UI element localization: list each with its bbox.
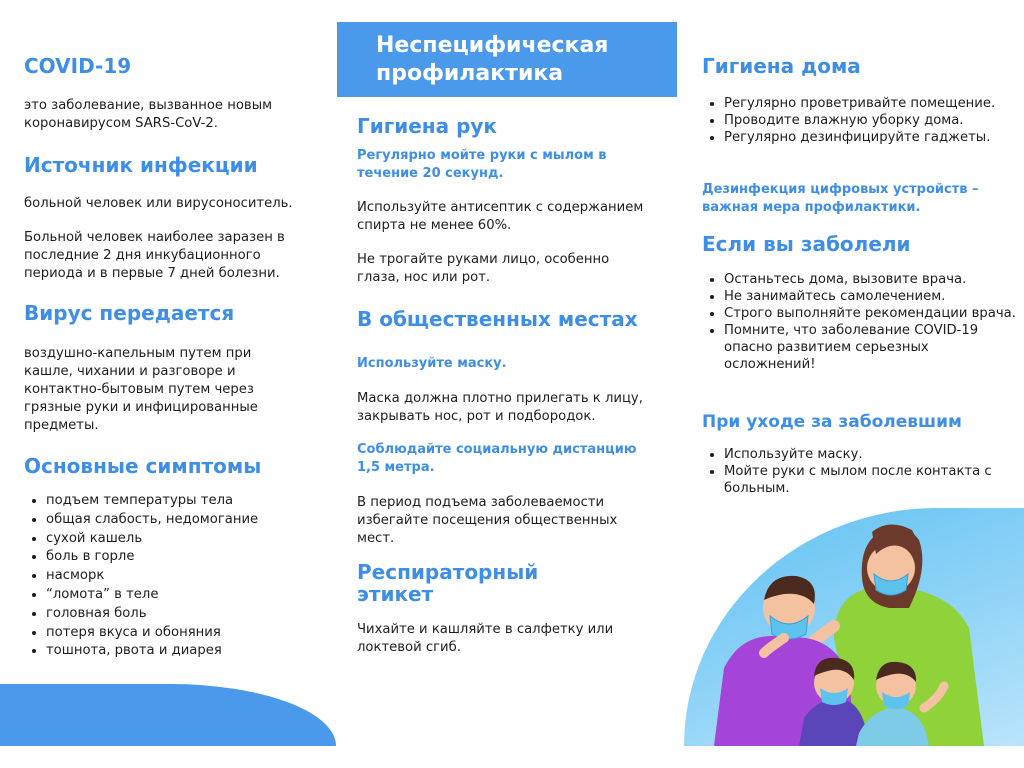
covid-text: это заболевание, вызванное новым коронавирусом SARS-CoV-2. <box>24 98 273 131</box>
list-item: • тошнота, рвота и диарея <box>46 642 346 661</box>
list-item: • Не занимайтесь самолечением. <box>724 288 1024 305</box>
hands-text-1: Используйте антисептик с содержанием спирта не менее 60%. <box>357 200 644 233</box>
hands-title: Гигиена рук <box>357 114 497 138</box>
public-title: В общественных местах <box>357 307 638 331</box>
ill-title: Если вы заболели <box>702 232 911 256</box>
list-item: • Регулярно дезинфицируйте гаджеты. <box>724 129 1024 146</box>
home-lead: Дезинфекция цифровых устройств – важная мера профилактики. <box>702 182 979 215</box>
list-item: • Помните, что заболевание COVID-19 опасно развитием серьезных осложнений! <box>724 322 1024 373</box>
banner-title: Неспецифическая профилактика <box>376 33 609 86</box>
right-column <box>684 0 1024 768</box>
home-list <box>702 95 1024 146</box>
symptoms-title: Основные симптомы <box>24 454 262 478</box>
spread-text: воздушно-капельным путем при кашле, чихании и разговоре и контактно-бытовым путем через грязные руки и инфицированные предметы. <box>24 346 258 433</box>
symptoms-list <box>24 492 346 661</box>
list-item: • головная боль <box>46 605 346 624</box>
list-item: • Регулярно проветривайте помещение. <box>724 95 1024 112</box>
care-title: При уходе за заболевшим <box>702 412 962 432</box>
list-item: • боль в горле <box>46 548 346 567</box>
list-item: • сухой кашель <box>46 530 346 549</box>
left-column <box>0 0 336 768</box>
list-item: • подъем температуры тела <box>46 492 346 511</box>
source-text-1: больной человек или вирусоноситель. <box>24 196 293 211</box>
covid-title: COVID-19 <box>24 54 132 78</box>
spread-title: Вирус передается <box>24 301 235 325</box>
list-item: • Проводите влажную уборку дома. <box>724 112 1024 129</box>
care-list <box>702 446 1024 497</box>
list-item: • Строго выполняйте рекомендации врача. <box>724 305 1024 322</box>
list-item: • Мойте руки с мылом после контакта с больным. <box>724 463 1024 497</box>
public-lead-1: Используйте маску. <box>357 356 507 371</box>
hands-text-2: Не трогайте руками лицо, особенно глаза, нос или рот. <box>357 252 610 285</box>
public-lead-2: Соблюдайте социальную дистанцию 1,5 метра. <box>357 442 637 475</box>
family-illustration <box>684 508 1024 746</box>
list-item: • Используйте маску. <box>724 446 1024 463</box>
middle-column <box>337 0 677 768</box>
source-text-2: Больной человек наиболее заразен в последние 2 дня инкубационного периода и в первые 7 дней болезни. <box>24 230 285 281</box>
source-title: Источник инфекции <box>24 153 258 177</box>
public-text-2: В период подъема заболеваемости избегайте посещения общественных мест. <box>357 495 618 546</box>
decorative-wave <box>0 684 336 746</box>
etiquette-title: Респираторный этикет <box>357 560 539 606</box>
list-item: • Останьтесь дома, вызовите врача. <box>724 271 1024 288</box>
banner <box>337 22 677 97</box>
list-item: • “ломота” в теле <box>46 586 346 605</box>
list-item: • насморк <box>46 567 346 586</box>
home-title: Гигиена дома <box>702 54 861 78</box>
etiquette-text: Чихайте и кашляйте в салфетку или локтевой сгиб. <box>357 622 614 655</box>
list-item: • общая слабость, недомогание <box>46 511 346 530</box>
ill-list <box>702 271 1024 373</box>
public-text-1: Маска должна плотно прилегать к лицу, закрывать нос, рот и подбородок. <box>357 391 643 424</box>
list-item: • потеря вкуса и обоняния <box>46 624 346 643</box>
hands-lead: Регулярно мойте руки с мылом в течение 20 секунд. <box>357 148 607 181</box>
